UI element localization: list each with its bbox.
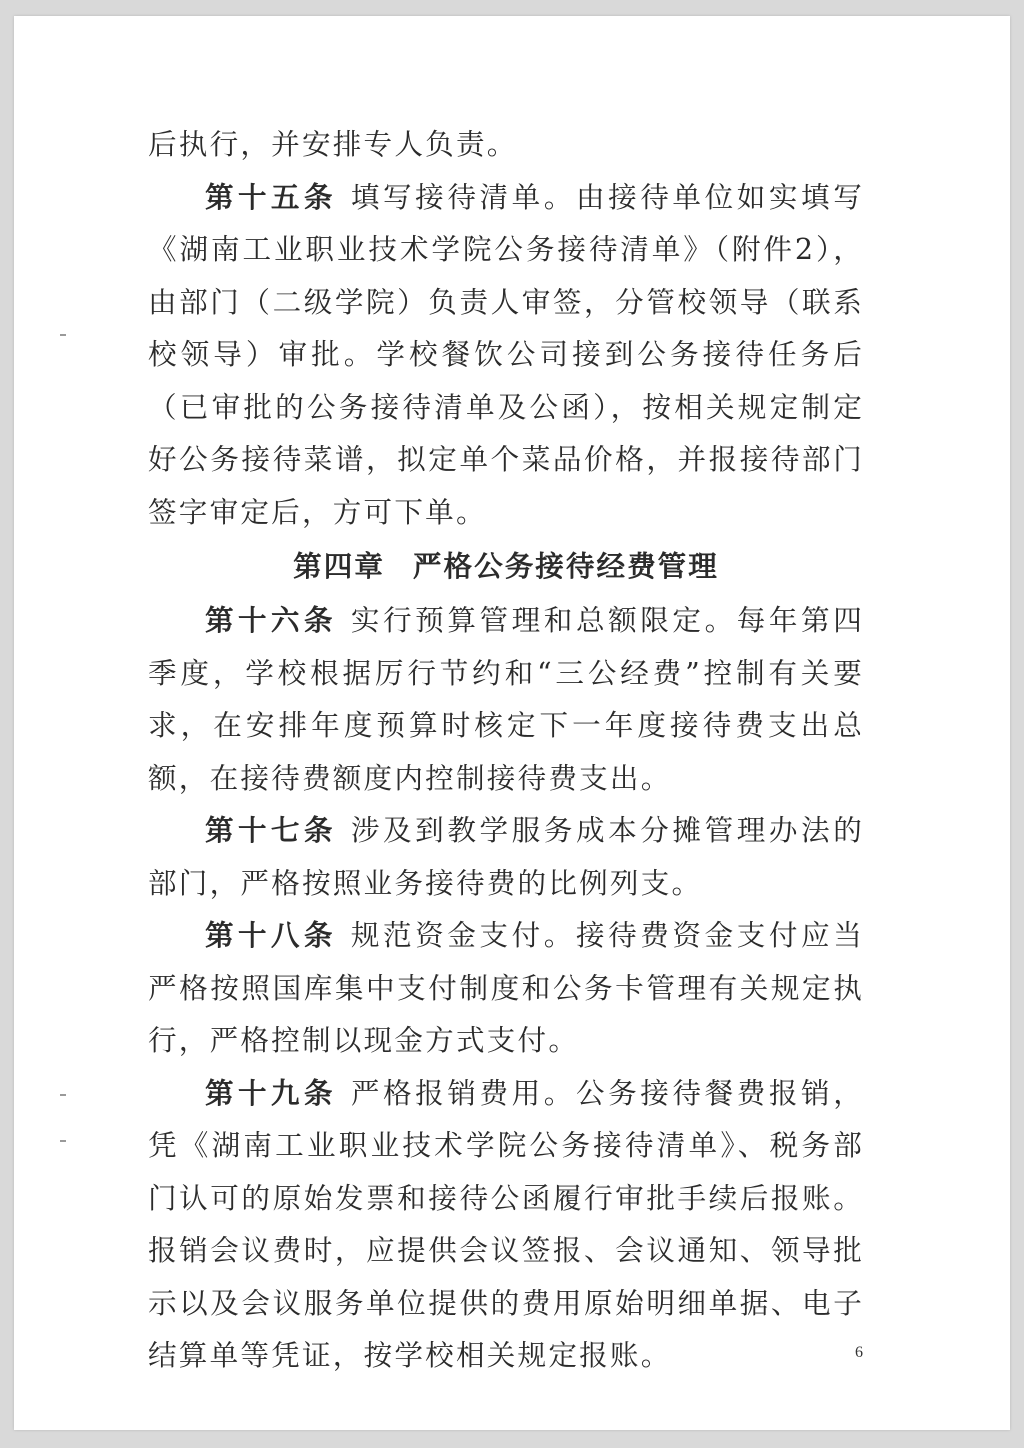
article-16-text: 实行预算管理和总额限定。每年第四季度，学校根据厉行节约和“三公经费”控制有关要求，在安排年度预算时核定下一年度接待费支出总额，在接待费额度内控制接待费支出。 — [148, 603, 864, 795]
article-15-text: 填写接待清单。由接待单位如实填写《湖南工业职业技术学院公务接待清单》（附件2），由部门（二级学院）负责人审签，分管校领导（联系校领导）审批。学校餐饮公司接到公务接待任务后（已审批的公务接待清单及公函），按相关规定制定好公务接待菜谱，拟定单个菜品价格，并报接待部门签字审定后，方可下单。 — [148, 179, 864, 529]
chapter-4-number: 第四章 — [293, 549, 385, 583]
margin-mark — [60, 334, 66, 336]
document-body — [148, 118, 864, 1382]
article-16 — [148, 594, 864, 804]
article-19 — [148, 1067, 864, 1382]
article-16-number: 第十六条 — [205, 603, 337, 637]
margin-mark — [60, 1094, 66, 1096]
article-17 — [148, 804, 864, 909]
chapter-4-heading — [148, 538, 864, 594]
paragraph-intro — [148, 118, 864, 171]
page-number: 6 — [855, 1344, 863, 1361]
chapter-4-title: 严格公务接待经费管理 — [412, 549, 719, 583]
article-17-text: 涉及到教学服务成本分摊管理办法的部门，严格按照业务接待费的比例列支。 — [148, 813, 864, 900]
margin-mark — [60, 1140, 66, 1142]
article-18-number: 第十八条 — [205, 918, 337, 952]
article-15 — [148, 171, 864, 539]
article-17-number: 第十七条 — [205, 813, 337, 847]
article-18-text: 规范资金支付。接待费资金支付应当严格按照国库集中支付制度和公务卡管理有关规定执行，严格控制以现金方式支付。 — [148, 918, 864, 1057]
article-19-number: 第十九条 — [205, 1075, 337, 1110]
article-18 — [148, 909, 864, 1067]
paragraph-intro-text: 后执行，并安排专人负责。 — [148, 127, 518, 161]
article-15-number: 第十五条 — [205, 179, 337, 214]
article-19-text: 严格报销费用。公务接待餐费报销，凭《湖南工业职业技术学院公务接待清单》、税务部门认可的原始发票和接待公函履行审批手续后报账。报销会议费时，应提供会议签报、会议通知、领导批示以及会议服务单位提供的费用原始明细单据、电子结算单等凭证，按学校相关规定报账。 — [148, 1075, 864, 1372]
